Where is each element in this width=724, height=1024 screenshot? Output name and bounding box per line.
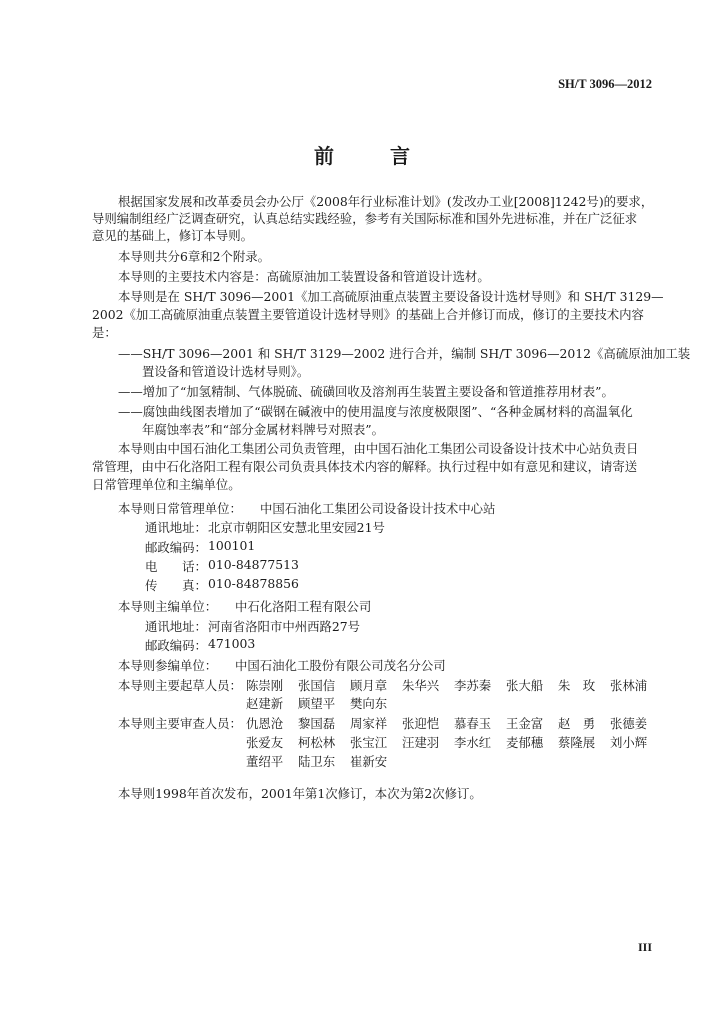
reviewer-name: 张爱友 [246, 735, 284, 750]
paragraph: 本导则的主要技术内容是：高硫原油加工装置设备和管道设计选材。 [118, 269, 490, 284]
reviewer-name: 刘小辉 [610, 735, 648, 750]
editor-unit-postcode-label: 邮政编码： [145, 638, 207, 653]
paragraph-line: 导则编制组经广泛调查研究，认真总结实践经验，参考有关国际标准和国外先进标准，并在广泛征求 [92, 211, 638, 226]
bullet-item-continuation: 年腐蚀率表”和“部分金属材料牌号对照表”。 [142, 422, 385, 437]
reviewer-name: 崔新安 [350, 754, 388, 769]
editor-unit-postcode: 471003 [208, 636, 256, 651]
paragraph-line: 是： [92, 325, 117, 340]
paragraph-line: 常管理，由中石化洛阳工程有限公司负责具体技术内容的解释。执行过程中如有意见和建议，请寄送 [92, 459, 638, 474]
drafters-row [246, 694, 402, 712]
paragraph-line: 日常管理单位和主编单位。 [92, 477, 241, 492]
daily-mgmt-fax: 010-84878856 [208, 576, 299, 591]
bullet-item: ——增加了“加氢精制、气体脱硫、硫磺回收及溶剂再生装置主要设备和管道推荐用材表”。 [118, 384, 614, 399]
reviewer-name: 汪建羽 [402, 735, 440, 750]
drafter-name: 朱 玫 [558, 678, 596, 693]
drafter-name: 陈崇刚 [246, 678, 284, 693]
drafter-name: 张林浦 [610, 678, 648, 693]
reviewers-label: 本导则主要审查人员： [118, 716, 242, 731]
drafter-name: 张大船 [506, 678, 544, 693]
paragraph-line: 本导则是在 SH/T 3096—2001《加工高硫原油重点装置主要设备设计选材导则》和 SH/T 3129— [118, 289, 664, 304]
reviewer-name: 李水红 [454, 735, 492, 750]
drafter-name: 赵建新 [246, 696, 284, 711]
drafter-name: 张国信 [298, 678, 336, 693]
daily-mgmt-label: 本导则日常管理单位： [118, 501, 242, 516]
reviewers-row [246, 733, 662, 751]
bullet-item: ——SH/T 3096—2001 和 SH/T 3129—2002 进行合并，编制 SH/T 3096—2012《高硫原油加工装 [118, 346, 691, 361]
drafter-name: 顾望平 [298, 696, 336, 711]
reviewer-name: 仇恩沧 [246, 716, 284, 731]
drafter-name: 樊向东 [350, 696, 388, 711]
paragraph-line: 2002《加工高硫原油重点装置主要管道设计选材导则》的基础上合并修订而成，修订的主要技术内容 [92, 307, 644, 322]
reviewer-name: 赵 勇 [558, 716, 596, 731]
reviewer-name: 蔡隆展 [558, 735, 596, 750]
reviewer-name: 黎国磊 [298, 716, 336, 731]
reviewer-name: 张德姜 [610, 716, 648, 731]
bullet-item: ——腐蚀曲线图表增加了“碳钢在碱液中的使用温度与浓度极限图”、“各种金属材料的高温氧化 [118, 404, 633, 419]
reviewer-name: 王金富 [506, 716, 544, 731]
daily-mgmt-fax-label: 传 真： [145, 578, 207, 593]
page-number: III [637, 940, 652, 954]
page-title: 前 言 [314, 144, 428, 168]
reviewer-name: 张宝江 [350, 735, 388, 750]
daily-mgmt-postcode: 100101 [208, 538, 256, 553]
participant-unit-label: 本导则参编单位： [118, 658, 218, 673]
daily-mgmt-address-label: 通讯地址： [145, 520, 207, 535]
bullet-item-continuation: 置设备和管道设计选材导则》。 [142, 364, 310, 379]
editor-unit-address: 河南省洛阳市中州西路27号 [208, 619, 361, 634]
drafters-row [246, 676, 666, 694]
daily-mgmt-phone-label: 电 话： [145, 559, 207, 574]
reviewer-name: 慕春玉 [454, 716, 492, 731]
reviewer-name: 柯松林 [298, 735, 336, 750]
drafters-label: 本导则主要起草人员： [118, 678, 242, 693]
editor-unit-label: 本导则主编单位： [118, 599, 218, 614]
paragraph-line: 意见的基础上，修订本导则。 [92, 228, 254, 243]
daily-mgmt-postcode-label: 邮政编码： [145, 540, 207, 555]
reviewer-name: 张迎恺 [402, 716, 440, 731]
paragraph: 本导则共分6章和2个附录。 [118, 249, 271, 264]
paragraph-line: 本导则由中国石油化工集团公司负责管理，由中国石油化工集团公司设备设计技术中心站负责日 [118, 441, 639, 456]
drafter-name: 朱华兴 [402, 678, 440, 693]
daily-mgmt-address: 北京市朝阳区安慧北里安园21号 [208, 520, 385, 535]
reviewers-row [246, 714, 662, 732]
reviewer-name: 麦郁穗 [506, 735, 544, 750]
standard-code-header: SH/T 3096—2012 [558, 77, 652, 91]
reviewer-name: 陆卫东 [298, 754, 336, 769]
reviewers-row [246, 752, 402, 770]
editor-unit-value: 中石化洛阳工程有限公司 [235, 599, 372, 614]
participant-unit-value: 中国石油化工股份有限公司茂名分公司 [235, 658, 446, 673]
daily-mgmt-value: 中国石油化工集团公司设备设计技术中心站 [260, 501, 496, 516]
reviewer-name: 周家祥 [350, 716, 388, 731]
daily-mgmt-phone: 010-84877513 [208, 557, 299, 572]
revision-note: 本导则1998年首次发布，2001年第1次修订，本次为第2次修订。 [118, 786, 482, 801]
drafter-name: 顾月章 [350, 678, 388, 693]
reviewer-name: 董绍平 [246, 754, 284, 769]
paragraph-line: 根据国家发展和改革委员会办公厅《2008年行业标准计划》(发改办工业[2008]1242号)的要求， [118, 194, 654, 209]
drafter-name: 李苏秦 [454, 678, 492, 693]
editor-unit-address-label: 通讯地址： [145, 619, 207, 634]
